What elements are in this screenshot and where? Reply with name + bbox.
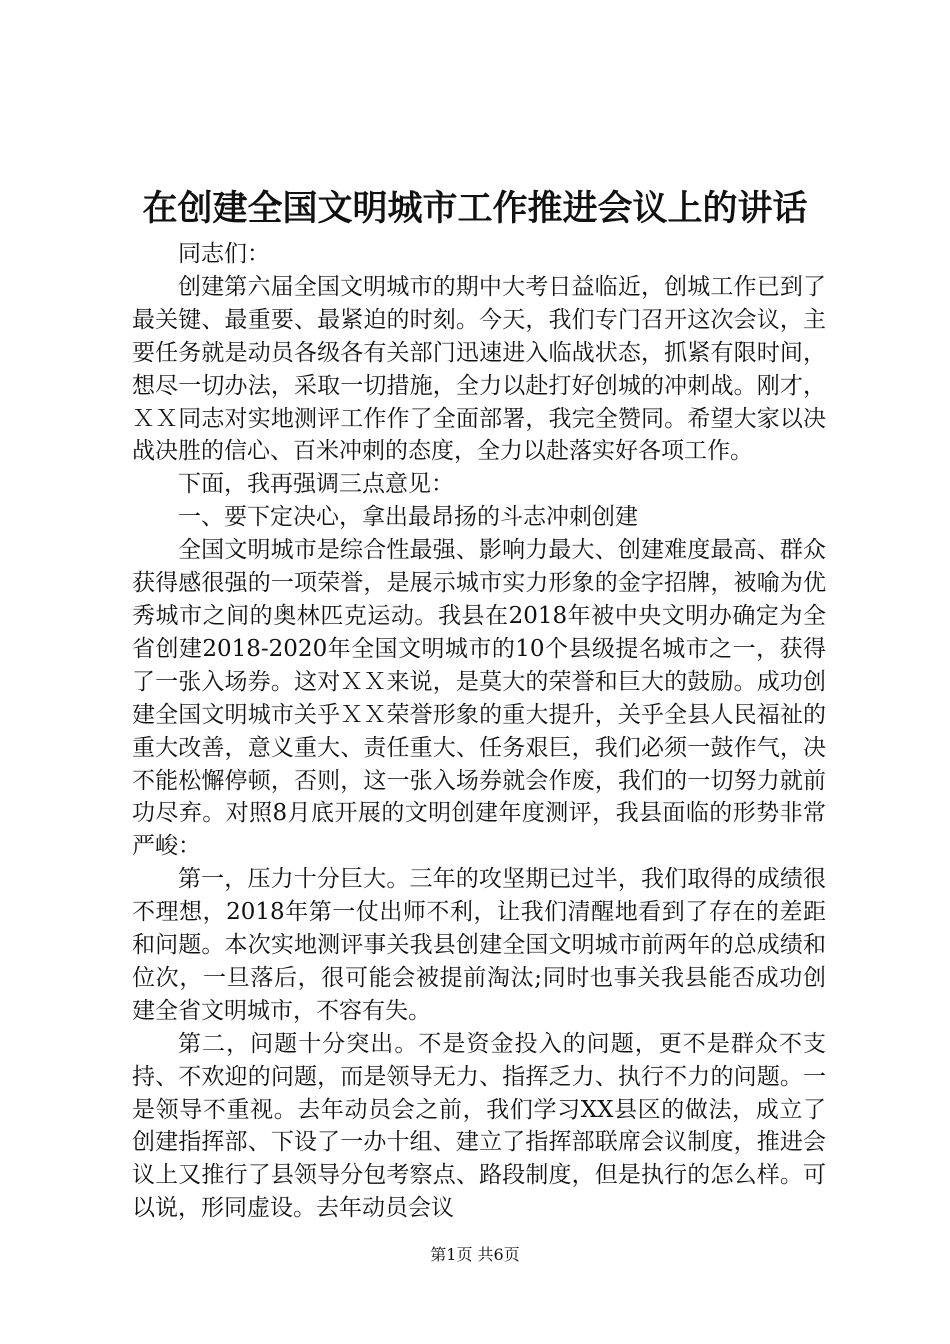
document-body: [132, 238, 826, 1225]
paragraph: 第二，问题十分突出。不是资金投入的问题，更不是群众不支持、不欢迎的问题，而是领导无力、指挥乏力、执行不力的问题。一是领导不重视。去年动员会之前，我们学习XX县区的做法，成立了创建指挥部、下设了一办十组、建立了指挥部联席会议制度，推进会议上又推行了县领导分包考察点、路段制度，但是执行的怎么样。可以说，形同虚设。去年动员会议: [132, 1030, 826, 1222]
section-heading: 一、要下定决心，拿出最昂扬的斗志冲刺创建: [178, 504, 638, 531]
paragraph: 下面，我再强调三点意见：: [178, 471, 454, 498]
paragraph: 创建第六届全国文明城市的期中大考日益临近，创城工作已到了最关键、最重要、最紧迫的时刻。今天，我们专门召开这次会议，主要任务就是动员各级各有关部门迅速进入临战状态，抓紧有限时间，想尽一切办法，采取一切措施，全力以赴打好创城的冲刺战。刚才，ＸＸ同志对实地测评工作作了全面部署，我完全赞同。希望大家以决战决胜的信心、百米冲刺的态度，全力以赴落实好各项工作。: [132, 273, 826, 465]
paragraph: 第一，压力十分巨大。三年的攻坚期已过半，我们取得的成绩很不理想，2018年第一仗出师不利，让我们清醒地看到了存在的差距和问题。本次实地测评事关我县创建全国文明城市前两年的总成绩和位次，一旦落后，很可能会被提前淘汰;同时也事关我县能否成功创建全省文明城市，不容有失。: [132, 866, 826, 1024]
salutation: 同志们：: [178, 241, 270, 267]
document-title: 在创建全国文明城市工作推进会议上的讲话: [142, 188, 808, 229]
paragraph: 全国文明城市是综合性最强、影响力最大、创建难度最高、群众获得感很强的一项荣誉，是展示城市实力形象的金字招牌，被喻为优秀城市之间的奥林匹克运动。我县在2018年被中央文明办确定为全省创建2018-2020年全国文明城市的10个县级提名城市之一，获得了一张入场券。这对ＸＸ来说，是莫大的荣誉和巨大的鼓励。成功创建全国文明城市关乎ＸＸ荣誉形象的重大提升，关乎全县人民福祉的重大改善，意义重大、责任重大、任务艰巨，我们必须一鼓作气，决不能松懈停顿，否则，这一张入场券就会作废，我们的一切努力就前功尽弃。对照8月底开展的文明创建年度测评，我县面临的形势非常严峻：: [132, 537, 826, 860]
page-number-footer: 第1页 共6页: [430, 1245, 520, 1264]
